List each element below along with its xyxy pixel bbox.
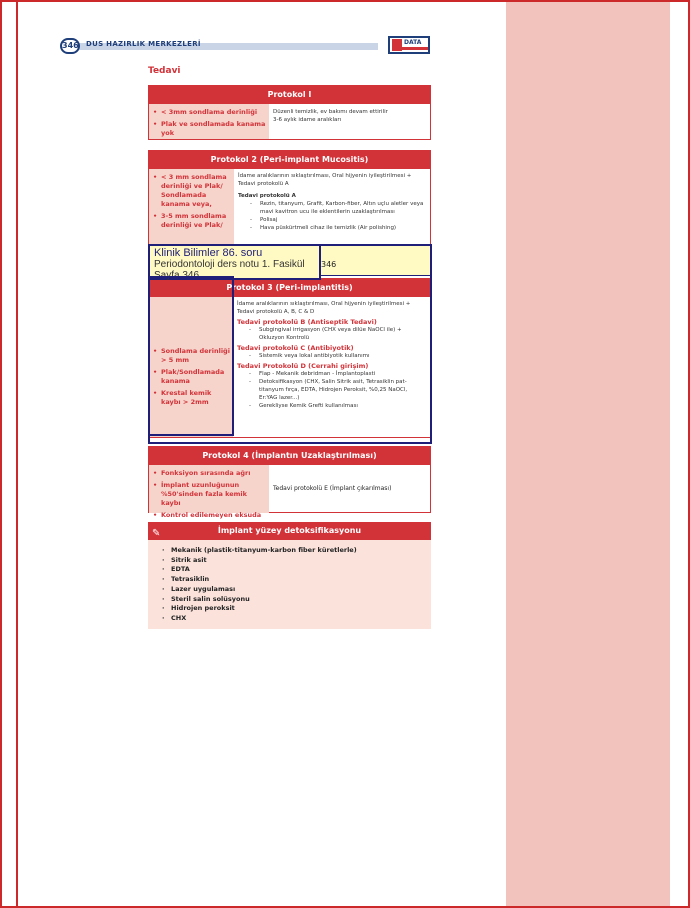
annotation-note[interactable] <box>148 244 321 280</box>
criteria-item: • 3-5 mm sondlama derinliği ve Plak/ <box>152 212 231 230</box>
detox-title: İmplant yüzey detoksifikasyonu <box>217 526 362 535</box>
criteria-item: • Fonksiyon sırasında ağrı <box>152 469 266 478</box>
protocol-1-title: Protokol I <box>149 86 430 104</box>
protocol-1-box <box>148 85 431 140</box>
treatment-item: - Hava püskürtmeli cihaz ile temizlik (Air polishing) <box>250 224 426 232</box>
criteria-item: • Krestal kemik kaybı > 2mm <box>152 389 230 407</box>
criteria-item: • Plak ve sondlamada kanama yok <box>152 120 266 138</box>
detox-item: · Steril salin solüsyonu <box>162 595 431 605</box>
criteria-item: • < 3 mm sondlama derinliği ve Plak/ Sondlamada kanama veya, <box>152 173 231 209</box>
treatment-intro: İdame aralıklarının sıklaştırılması, Oral hijyenin iyileştirilmesi + Tedavi protokolü A <box>238 173 412 187</box>
treatment-item: - Sistemik veya lokal antibiyotik kullanımı <box>249 352 426 360</box>
detox-box <box>148 522 431 629</box>
detox-item: · Sitrik asit <box>162 556 431 566</box>
publisher-name: DUS HAZIRLIK MERKEZLERİ <box>86 40 201 48</box>
protocol-2-box <box>148 150 431 246</box>
publisher-logo <box>388 36 430 54</box>
criteria-item: • İmplant uzunluğunun %50'sinden fazla kemik kaybı <box>152 481 266 508</box>
detox-item: · Mekanik (plastik-titanyum-karbon fiber küretlerle) <box>162 546 431 556</box>
protocol-2-title: Protokol 2 (Peri-implant Mucositis) <box>149 151 430 169</box>
protocol-1-criteria <box>149 104 269 139</box>
page-header <box>60 38 428 54</box>
criteria-item: • Sondlama derinliği > 5 mm <box>152 347 230 365</box>
note-line-3: Sayfa 346 <box>154 270 200 281</box>
criteria-item: • Kontrol edilemeyen eksuda <box>152 511 266 520</box>
treatment-item: - Detoksifikasyon (CHX, Salin Sitrik asit, Tetrasiklin pat-titanyum fırça, EDTA, Hidrojen Peroksit, %0,25 NaOCl, Er:YAG lazer...) <box>249 378 426 402</box>
protocol-4-title: Protokol 4 (İmplantın Uzaklaştırılması) <box>149 447 430 465</box>
left-margin-strip <box>2 2 18 906</box>
protocol-4-criteria <box>149 465 269 519</box>
protocol-b-title: Tedavi protokolü B (Antiseptik Tedavi) <box>237 318 377 326</box>
protocol-d-title: Tedavi Protokolü D (Cerrahi girişim) <box>237 362 369 370</box>
detox-item: · EDTA <box>162 565 431 575</box>
note-line-2: Periodontoloji ders notu 1. Fasikül <box>154 259 305 270</box>
treatment-subtitle: Tedavi protokolü A <box>238 193 296 199</box>
side-panel <box>506 2 670 906</box>
treatment-item: - Polisaj <box>250 216 426 224</box>
logo-stripe <box>402 47 428 50</box>
protocol-2-treatment <box>234 169 430 246</box>
treatment-item: - Subgingival irrigasyon (CHX veya dilüe NaOCl ile) + Okluzyon Kontrolü <box>249 326 426 342</box>
section-title: Tedavi <box>148 66 181 76</box>
page-ref-text: 346 <box>321 260 337 269</box>
detox-item: · Lazer uygulaması <box>162 585 431 595</box>
protocol-4-treatment <box>269 465 430 513</box>
protocol-3-box <box>148 278 431 438</box>
treatment-line: Düzenli temizlik, ev bakımı devam ettirilir <box>273 109 388 115</box>
tool-icon: ✎ <box>152 528 161 539</box>
criteria-item: • < 3mm sondlama derinliği <box>152 108 266 117</box>
protocol-3-treatment <box>233 297 430 437</box>
detox-item: · Hidrojen peroksit <box>162 604 431 614</box>
protocol-4-box <box>148 446 431 519</box>
treatment-item: - Rezin, titanyum, Grafit, Karbon-fiber, Altın uçlu aletler veya mavi kavitron ucu ile eklentilerin uzaklaştırılması <box>250 200 426 216</box>
logo-text: DATA <box>404 39 422 46</box>
treatment-line: 3-6 aylık idame aralıkları <box>273 117 342 123</box>
protocol-c-title: Tedavi protokolü C (Antibiyotik) <box>237 344 354 352</box>
criteria-item: • Plak/Sondlamada kanama <box>152 368 230 386</box>
protocol-3-title: Protokol 3 (Peri-implantitis) <box>149 279 430 297</box>
protocol-1-treatment <box>269 104 430 139</box>
treatment-item: - Flap - Mekanik debridman - İmplantoplasti <box>249 370 426 378</box>
detox-title-bar <box>148 522 431 540</box>
logo-mark <box>392 39 402 51</box>
detox-item: · CHX <box>162 614 431 624</box>
page-number: 346 <box>60 38 80 54</box>
protocol-2-criteria <box>149 169 234 246</box>
treatment-line: Tedavi protokolü E (İmplant çıkarılması) <box>273 485 392 492</box>
treatment-item: - Gerekliyse Kemik Grefti kullanılması <box>249 402 426 410</box>
detox-item: · Tetrasiklin <box>162 575 431 585</box>
treatment-intro: İdame aralıklarının sıklaştırılması, Oral hijyenin iyileştirilmesi + Tedavi protokolü A, B, C & D <box>237 301 411 315</box>
note-line-1: Klinik Bilimler 86. soru <box>154 247 263 259</box>
protocol-3-criteria <box>149 297 233 437</box>
